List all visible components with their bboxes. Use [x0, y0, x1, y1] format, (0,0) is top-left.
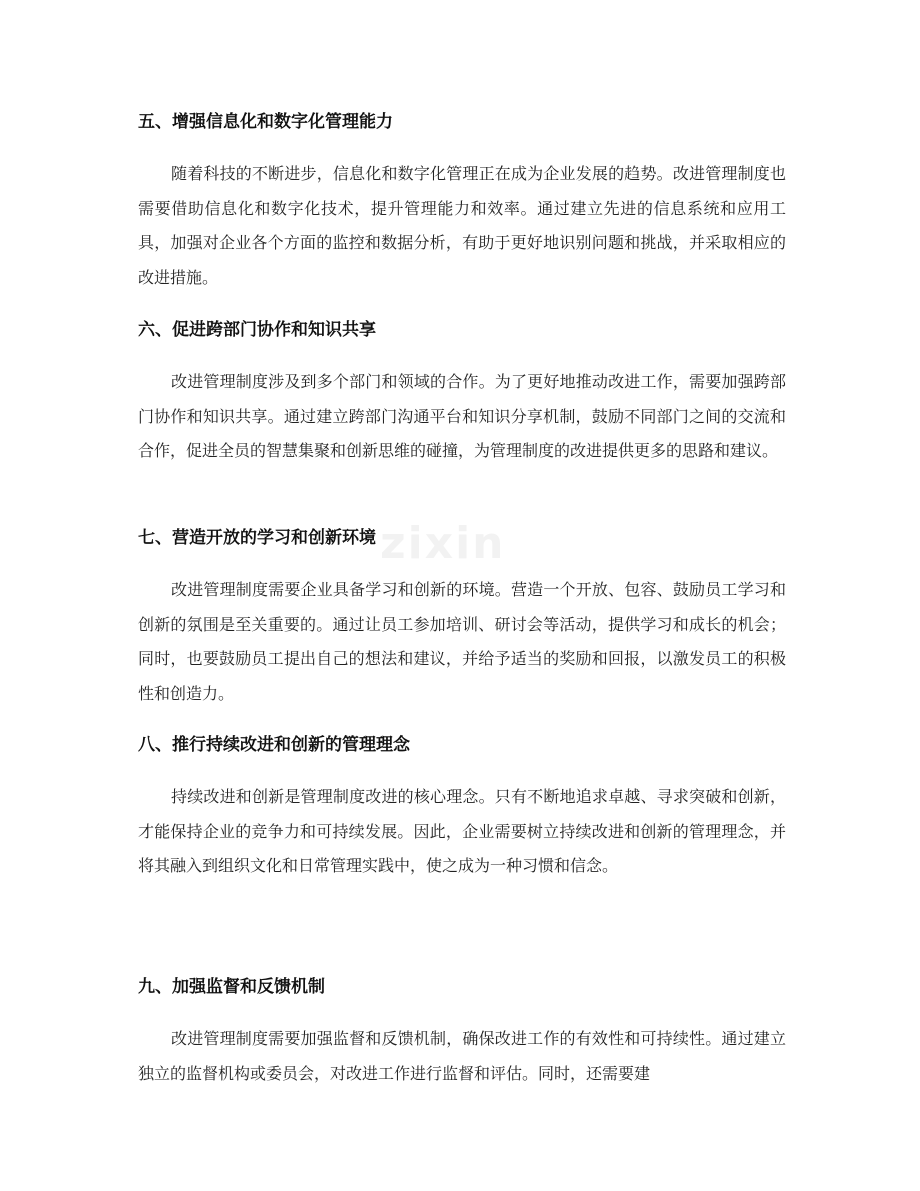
section-paragraph: 改进管理制度需要企业具备学习和创新的环境。营造一个开放、包容、鼓励员工学习和创新的氛围是至关重要的。通过让员工参加培训、研讨会等活动，提供学习和成长的机会；同时，也要鼓励员工提出自己的想法和建议，并给予适当的奖励和回报，以激发员工的积极性和创造力。	[138, 580, 786, 703]
section-heading: 六、促进跨部门协作和知识共享	[138, 320, 376, 340]
watermark: zixin	[380, 518, 506, 569]
section-heading: 五、增强信息化和数字化管理能力	[138, 112, 393, 132]
section-8	[138, 733, 786, 884]
section-paragraph: 改进管理制度涉及到多个部门和领域的合作。为了更好地推动改进工作，需要加强跨部门协作和知识共享。通过建立跨部门沟通平台和知识分享机制，鼓励不同部门之间的交流和合作，促进全员的智慧集聚和创新思维的碰撞，为管理制度的改进提供更多的思路和建议。	[138, 372, 786, 460]
section-heading: 九、加强监督和反馈机制	[138, 977, 325, 997]
section-paragraph: 持续改进和创新是管理制度改进的核心理念。只有不断地追求卓越、寻求突破和创新，才能保持企业的竞争力和可持续发展。因此，企业需要树立持续改进和创新的管理理念，并将其融入到组织文化和日常管理实践中，使之成为一种习惯和信念。	[138, 787, 786, 875]
section-heading: 八、推行持续改进和创新的管理理念	[138, 735, 410, 755]
section-7	[138, 526, 786, 711]
section-5	[138, 110, 786, 295]
section-9	[138, 975, 786, 1091]
section-6	[138, 318, 786, 469]
section-paragraph: 随着科技的不断进步，信息化和数字化管理正在成为企业发展的趋势。改进管理制度也需要借助信息化和数字化技术，提升管理能力和效率。通过建立先进的信息系统和应用工具，加强对企业各个方面的监控和数据分析，有助于更好地识别问题和挑战，并采取相应的改进措施。	[138, 164, 786, 287]
section-heading: 七、营造开放的学习和创新环境	[138, 528, 376, 548]
section-paragraph: 改进管理制度需要加强监督和反馈机制，确保改进工作的有效性和可持续性。通过建立独立的监督机构或委员会，对改进工作进行监督和评估。同时，还需要建	[138, 1029, 786, 1083]
